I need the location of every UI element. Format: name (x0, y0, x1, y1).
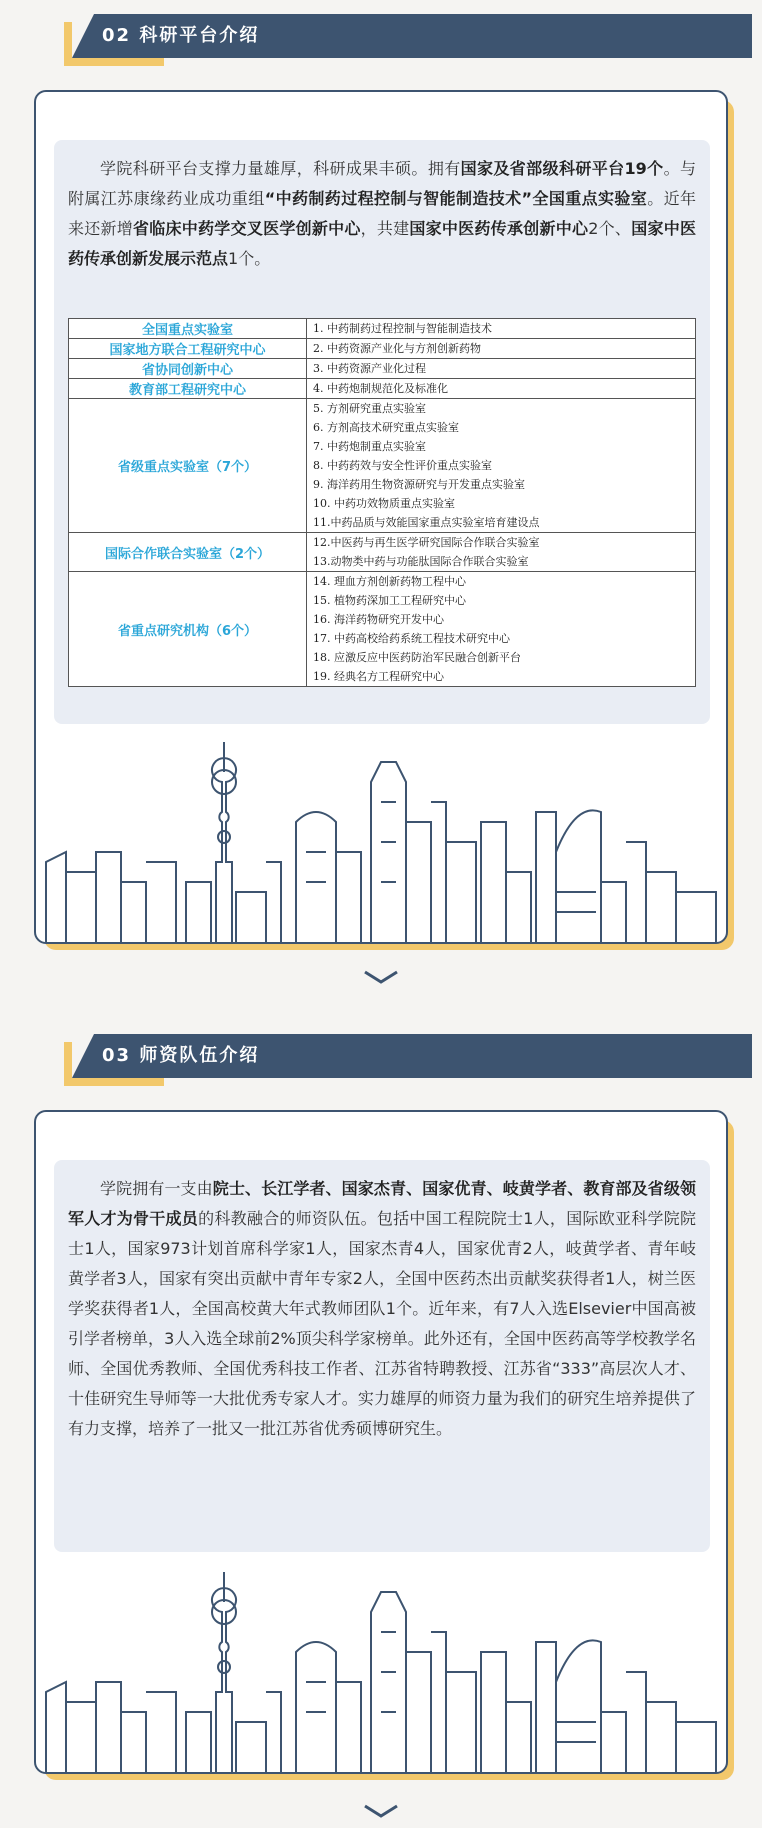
table-row (69, 572, 696, 687)
body-text: 1个。 (228, 249, 271, 268)
platform-item: 2. 中药资源产业化与方剂创新药物 (313, 342, 481, 355)
highlight-text: 院士、长江学者、国家杰青、国家优青、岐黄学者、教育部及省级领军人才为骨干成员 (68, 1179, 696, 1228)
section-title: 03 师资队伍介绍 (102, 1045, 260, 1066)
table-row (69, 339, 696, 359)
platform-category: 省重点研究机构（6个） (69, 572, 307, 687)
highlight-text: 国家中医药传承创新中心 (409, 219, 589, 238)
platform-item: 5. 方剂研究重点实验室 (313, 402, 426, 415)
section-header (72, 14, 752, 58)
highlight-text: 省临床中药学交叉医学创新中心 (133, 219, 361, 238)
platform-item: 4. 中药炮制规范化及标准化 (313, 382, 448, 395)
content-card (34, 90, 728, 944)
city-skyline-illustration (36, 1572, 726, 1772)
platform-item: 16. 海洋药物研究开发中心 (313, 613, 444, 626)
platform-items (307, 319, 696, 339)
section-header (72, 1034, 752, 1078)
table-row (69, 319, 696, 339)
platform-category: 省级重点实验室（7个） (69, 399, 307, 533)
platform-item: 18. 应激反应中医药防治军民融合创新平台 (313, 651, 521, 664)
platform-items (307, 399, 696, 533)
platform-item: 7. 中药炮制重点实验室 (313, 440, 426, 453)
city-skyline-illustration (36, 742, 726, 942)
platform-items (307, 379, 696, 399)
highlight-text: 国家中医药传承创新发展示范点 (68, 219, 696, 268)
platform-item: 1. 中药制药过程控制与智能制造技术 (313, 322, 492, 335)
table-row (69, 359, 696, 379)
body-text: 。与附属江苏康缘药业成功重组 (68, 159, 696, 208)
chevron-down-icon (361, 968, 401, 986)
body-text: 学院拥有一支由 (100, 1179, 213, 1198)
highlight-text: 国家及省部级科研平台19个 (460, 159, 664, 178)
highlight-text: “中药制药过程控制与智能制造技术”全国重点实验室 (264, 189, 648, 208)
platform-items (307, 572, 696, 687)
chevron-down-icon (361, 1802, 401, 1820)
table-row (69, 379, 696, 399)
platform-items (307, 339, 696, 359)
intro-paragraph (68, 154, 696, 274)
platform-item: 6. 方剂高技术研究重点实验室 (313, 421, 459, 434)
content-card (34, 1110, 728, 1774)
intro-panel (54, 140, 710, 724)
platform-item: 15. 植物药深加工工程研究中心 (313, 594, 466, 607)
platform-item: 13.动物类中药与功能肽国际合作联合实验室 (313, 555, 529, 568)
intro-paragraph (68, 1174, 696, 1444)
platform-category: 全国重点实验室 (69, 319, 307, 339)
section-faculty (0, 1020, 762, 1828)
body-text: 的科教融合的师资队伍。包括中国工程院院士1人，国际欧亚科学院院士1人，国家973计划首席科学家1人，国家杰青4人，国家优青2人，岐黄学者、青年岐黄学者3人，国家有突出贡献中青年专家2人，全国中医药杰出贡献奖获得者1人，树兰医学奖获得者1人，全国高校黄大年式教师团队1个。近年来，有7人入选Elsevier中国高被引学者榜单，3人入选全球前2%顶尖科学家榜单。此外还有，全国中医药高等学校教学名师、全国优秀教师、全国优秀科技工作者、江苏省特聘教授、江苏省“333”高层次人才、十佳研究生导师等一大批优秀专家人才。实力雄厚的师资力量为我们的研究生培养提供了有力支撑，培养了一批又一批江苏省优秀硕博研究生。 (68, 1209, 696, 1438)
platform-item: 10. 中药功效物质重点实验室 (313, 497, 455, 510)
table-row (69, 533, 696, 572)
platform-item: 3. 中药资源产业化过程 (313, 362, 426, 375)
platform-item: 12.中医药与再生医学研究国际合作联合实验室 (313, 536, 540, 549)
platform-category: 教育部工程研究中心 (69, 379, 307, 399)
platform-item: 9. 海洋药用生物资源研究与开发重点实验室 (313, 478, 525, 491)
table-row (69, 399, 696, 533)
body-text: 。近年来还新增 (68, 189, 696, 238)
platform-item: 17. 中药高校给药系统工程技术研究中心 (313, 632, 510, 645)
body-text: 2个、 (588, 219, 632, 238)
platform-item: 14. 理血方剂创新药物工程中心 (313, 575, 466, 588)
platform-item: 11.中药品质与效能国家重点实验室培育建设点 (313, 516, 540, 529)
platform-category: 国际合作联合实验室（2个） (69, 533, 307, 572)
platform-category: 国家地方联合工程研究中心 (69, 339, 307, 359)
platform-table (68, 318, 696, 687)
platform-item: 19. 经典名方工程研究中心 (313, 670, 444, 683)
platform-items (307, 533, 696, 572)
intro-panel (54, 1160, 710, 1552)
platform-item: 8. 中药药效与安全性评价重点实验室 (313, 459, 492, 472)
body-text: 学院科研平台支撑力量雄厚，科研成果丰硕。拥有 (100, 159, 461, 178)
platform-category: 省协同创新中心 (69, 359, 307, 379)
section-title: 02 科研平台介绍 (102, 25, 260, 46)
platform-items (307, 359, 696, 379)
body-text: ，共建 (360, 219, 410, 238)
